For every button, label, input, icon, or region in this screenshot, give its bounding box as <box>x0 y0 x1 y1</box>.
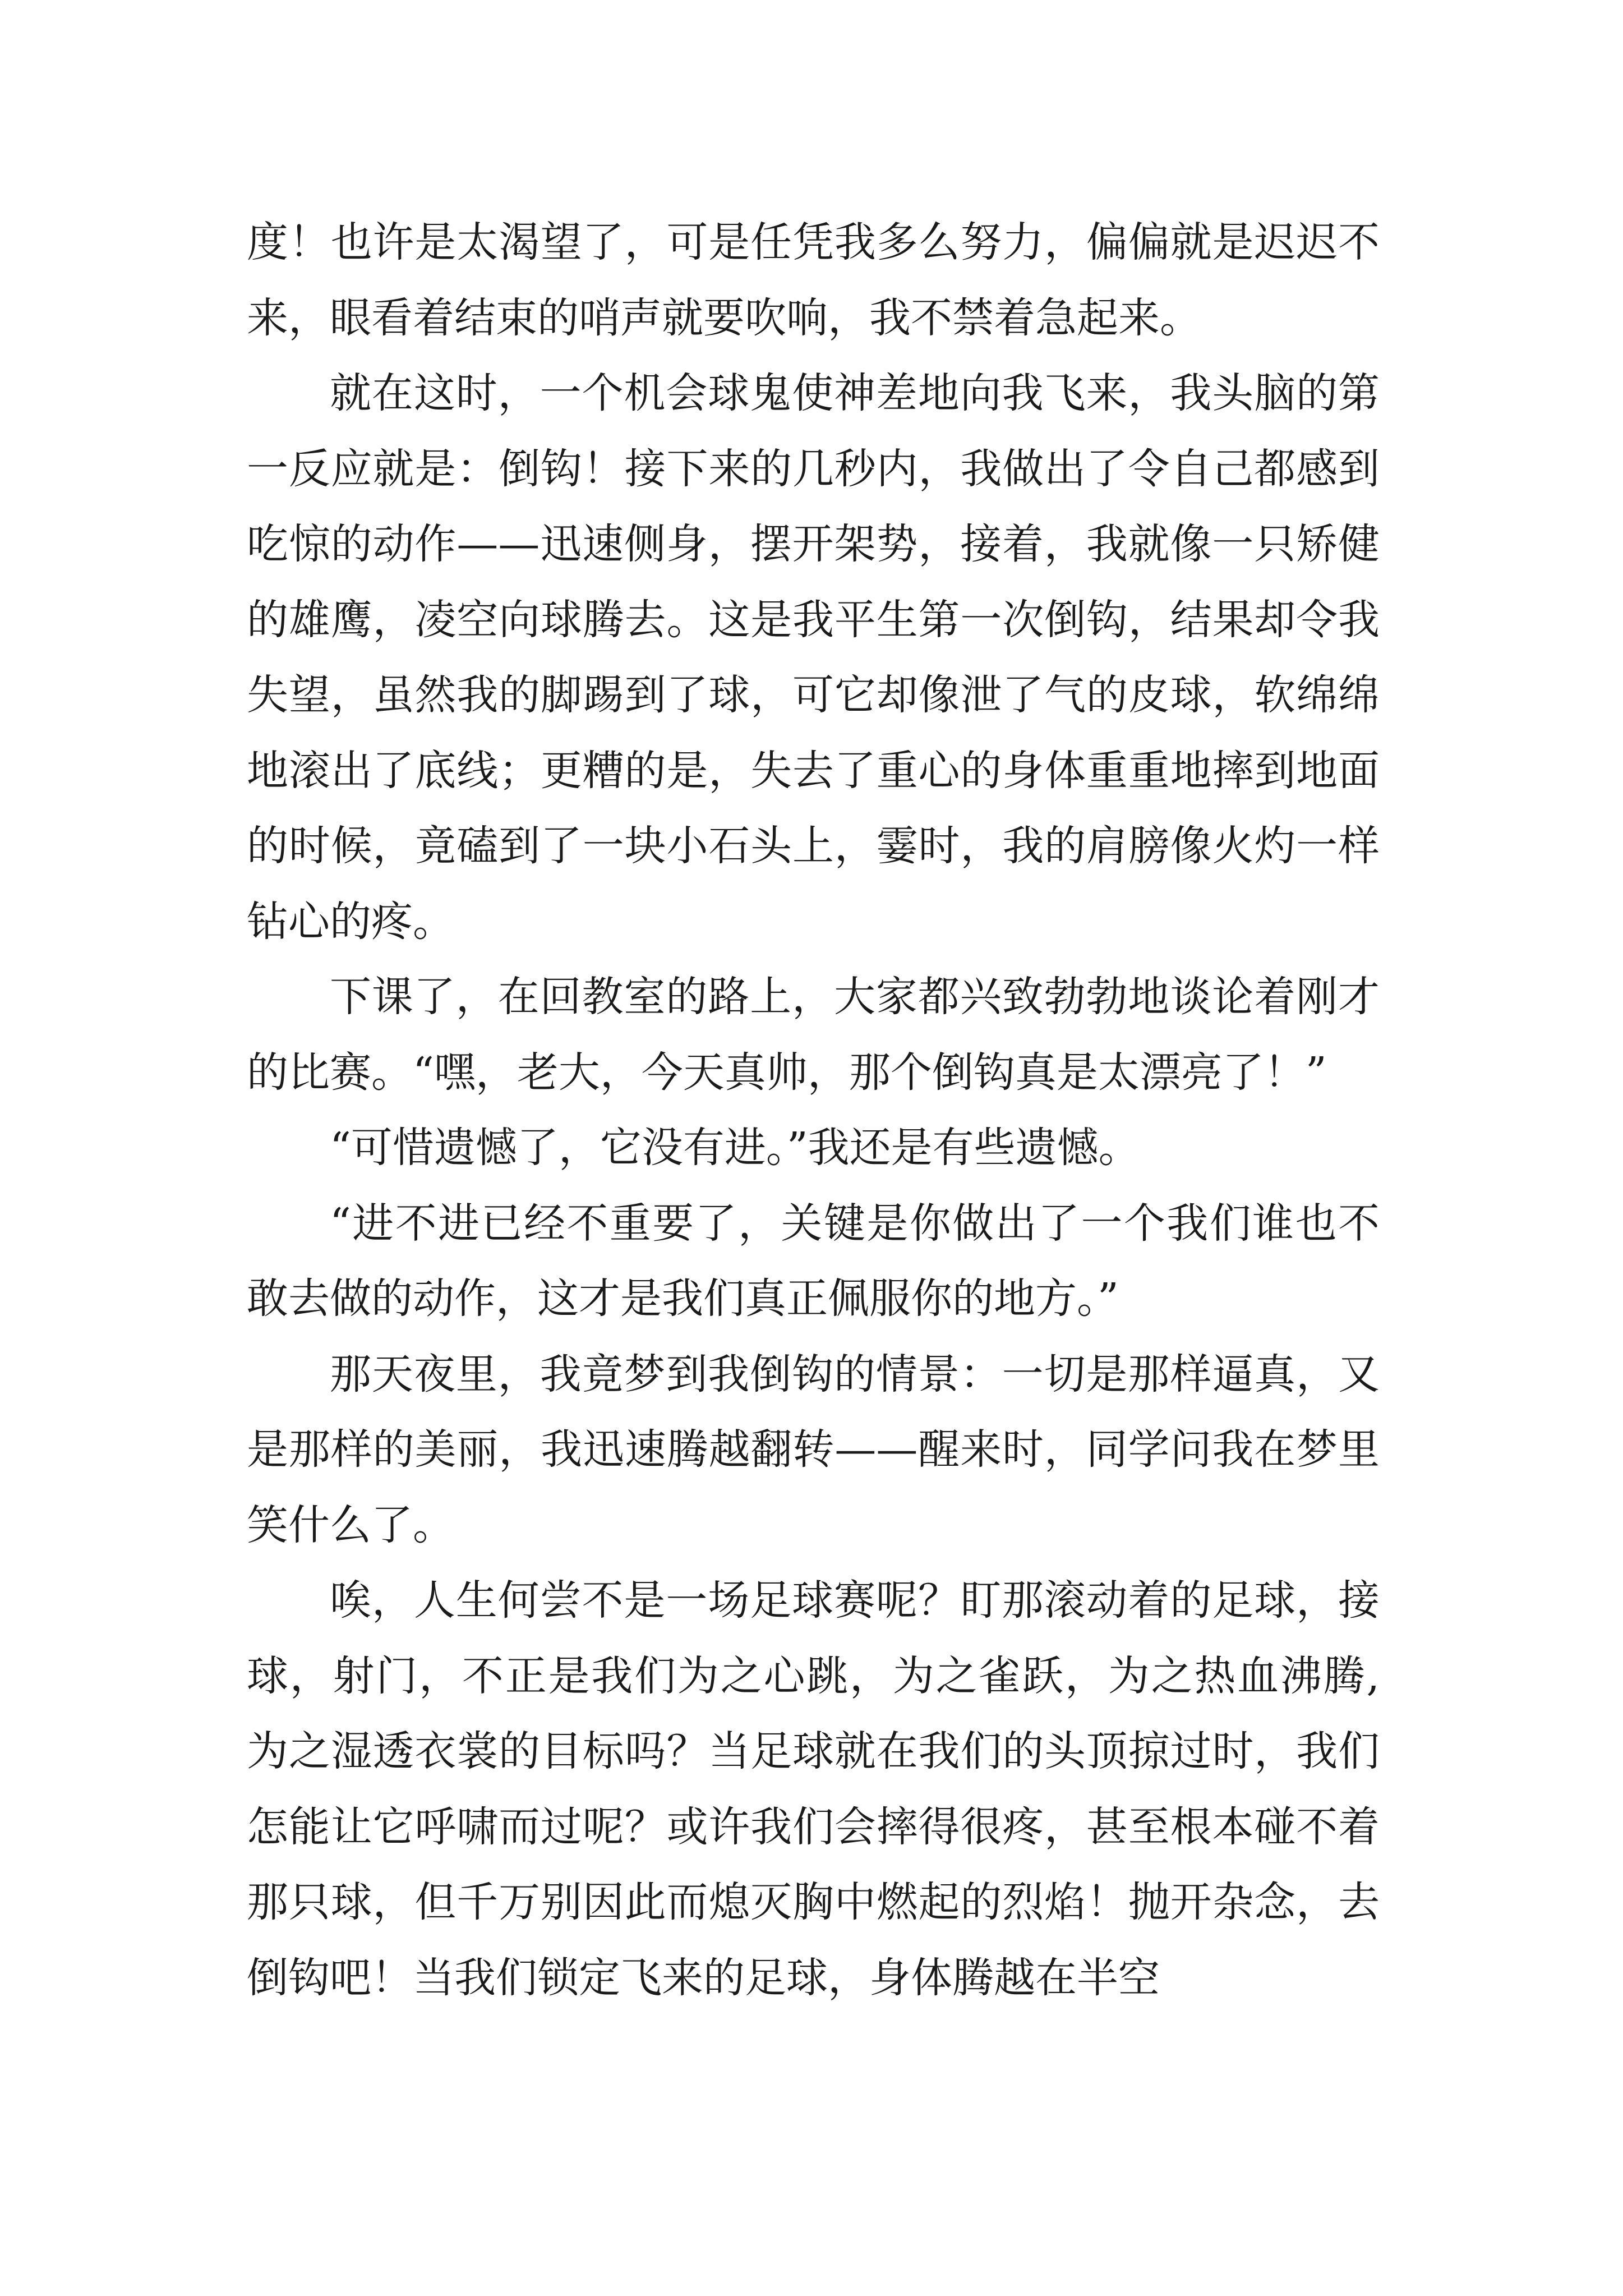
paragraph-1: 度！也许是太渴望了，可是任凭我多么努力，偏偏就是迟迟不来，眼看着结束的哨声就要吹响，我不禁着急起来。 <box>247 218 1380 342</box>
document-body <box>247 205 1380 2016</box>
paragraph-7: 唉，人生何尝不是一场足球赛呢？盯那滚动着的足球，接球，射门，不正是我们为之心跳，为之雀跃，为之热血沸腾,为之湿透衣裳的目标吗？当足球就在我们的头顶掠过时，我们怎能让它呼啸而过呢？或许我们会摔得很疼，甚至根本碰不着那只球，但千万别因此而熄灭胸中燃起的烈焰！抛开杂念，去倒钩吧！当我们锁定飞来的足球，身体腾越在半空 <box>247 1576 1380 2002</box>
paragraph-3: 下课了，在回教室的路上，大家都兴致勃勃地谈论着刚才的比赛。“嘿，老大，今天真帅，那个倒钩真是太漂亮了！” <box>247 973 1380 1097</box>
paragraph-6: 那天夜里，我竟梦到我倒钩的情景：一切是那样逼真，又是那样的美丽，我迅速腾越翻转——醒来时，同学问我在梦里笑什么了。 <box>247 1350 1380 1549</box>
paragraph-4: “可惜遗憾了，它没有进。”我还是有些遗憾。 <box>330 1124 1140 1172</box>
paragraph-2: 就在这时，一个机会球鬼使神差地向我飞来，我头脑的第一反应就是：倒钩！接下来的几秒内，我做出了令自己都感到吃惊的动作——迅速侧身，摆开架势，接着，我就像一只矫健的雄鹰，凌空向球腾去。这是我平生第一次倒钩，结果却令我失望，虽然我的脚踢到了球，可它却像泄了气的皮球，软绵绵地滚出了底线；更糟的是，失去了重心的身体重重地摔到地面的时候，竟磕到了一块小石头上，霎时，我的肩膀像火灼一样钻心的疼。 <box>247 369 1380 946</box>
paragraph-5: “进不进已经不重要了，关键是你做出了一个我们谁也不敢去做的动作，这才是我们真正佩服你的地方。” <box>247 1199 1380 1323</box>
